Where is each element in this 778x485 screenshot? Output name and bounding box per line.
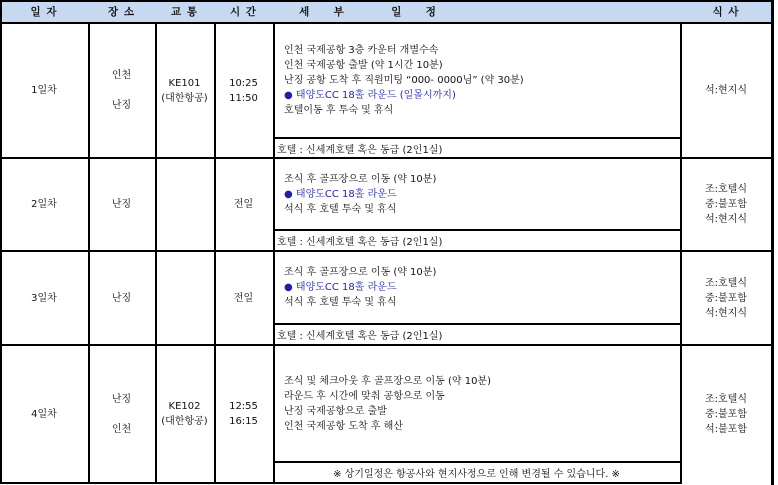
hotel-divider	[273, 229, 680, 231]
col-divider	[214, 22, 216, 484]
day-4-transport	[155, 345, 214, 483]
day-3-hotel: 호텔 : 신세계호텔 혹은 동급 (2인1실)	[277, 331, 443, 342]
schedule-item: 인천 국제공항 도착 후 해산	[284, 420, 403, 432]
day-4-places	[88, 345, 155, 483]
day-2-places	[88, 158, 155, 251]
schedule-item: 라운드 후 시간에 맞춰 공항으로 이동	[284, 390, 445, 402]
col-divider	[155, 22, 157, 484]
golf-round-item: ● 태양도CC 18홀 라운드	[284, 188, 397, 200]
day-1-schedule	[273, 23, 680, 138]
day-3-transport	[155, 251, 214, 345]
hotel-divider	[273, 323, 680, 325]
schedule-item: 석식 후 호텔 투숙 및 휴식	[284, 297, 397, 308]
meal-dinner: 석:불포함	[704, 423, 747, 435]
schedule-item: 난징 국제공항으로 출발	[284, 405, 387, 417]
day-2-hotel: 호텔 : 신세계호텔 혹은 동급 (2인1실)	[277, 237, 443, 248]
day-4-times	[214, 345, 273, 483]
airline: (대한항공)	[161, 92, 208, 104]
meal-lunch: 중:불포함	[704, 408, 747, 420]
meal-dinner: 석:현지식	[704, 214, 747, 225]
meal-lunch: 중:불포함	[704, 199, 747, 210]
day-3-label	[0, 251, 88, 345]
day-3-times	[214, 251, 273, 345]
table-border-bottom	[0, 482, 680, 484]
day-3-schedule	[273, 251, 680, 324]
day-1-hotel: 호텔 : 신세계호텔 혹은 동급 (2인1실)	[277, 144, 443, 156]
schedule-item: 조식 및 체크아웃 후 골프장으로 이동 (약 10분)	[284, 375, 491, 387]
day-2-schedule	[273, 158, 680, 230]
place-to: 난징	[111, 100, 132, 111]
col-divider	[273, 22, 275, 484]
col-divider	[88, 22, 90, 484]
flight-number: KE102	[168, 401, 201, 412]
day-2-meals	[680, 158, 772, 251]
day-1-meals	[680, 23, 772, 158]
day-4-label	[0, 345, 88, 483]
flight-number: KE101	[168, 77, 201, 89]
meal-dinner: 석:현지식	[704, 307, 747, 319]
golf-round-item: ● 태양도CC 18홀 라운드	[284, 282, 397, 293]
row-divider	[0, 157, 772, 159]
day-label: 4일차	[31, 408, 57, 420]
col-divider	[680, 22, 682, 484]
day-1-transport	[155, 23, 214, 158]
day-label: 3일차	[31, 292, 57, 304]
schedule-item: 석식 후 호텔 투숙 및 휴식	[284, 203, 397, 215]
schedule-item: 조식 후 골프장으로 이동 (약 10분)	[284, 173, 437, 185]
place: 난징	[111, 199, 132, 210]
airline: (대한항공)	[161, 416, 208, 427]
header-details: 세 부 일 정	[299, 6, 437, 18]
day-3-meals	[680, 251, 772, 345]
day-1-label	[0, 23, 88, 158]
meal-breakfast: 조:호텔식	[704, 277, 747, 289]
col-divider	[0, 0, 2, 484]
place-from: 난징	[111, 393, 132, 405]
place-to: 인천	[111, 423, 132, 435]
departure-time: 12:55	[229, 401, 258, 412]
departure-time: 10:25	[229, 77, 258, 89]
header-place: 장 소	[108, 6, 135, 18]
time-all-day: 전일	[233, 199, 254, 210]
header-divider	[0, 22, 772, 24]
arrival-time: 11:50	[229, 92, 258, 104]
schedule-item: 인천 국제공항 3층 카운터 개별수속	[284, 45, 439, 56]
row-divider	[0, 344, 772, 346]
day-label: 1일차	[31, 85, 57, 96]
schedule-item: 호텔이동 후 투숙 및 휴식	[284, 105, 394, 116]
table-border-right	[771, 0, 774, 485]
meal-breakfast: 조:호텔식	[704, 393, 747, 405]
day-3-places	[88, 251, 155, 345]
header-time: 시 간	[230, 6, 257, 18]
day-4-schedule	[273, 345, 680, 462]
day-2-label	[0, 158, 88, 251]
header-transport: 교 통	[171, 6, 198, 18]
hotel-divider	[273, 137, 680, 139]
day-2-times	[214, 158, 273, 251]
day-1-places	[88, 23, 155, 158]
arrival-time: 16:15	[229, 416, 258, 427]
table-border-top	[0, 0, 772, 2]
header-day: 일 자	[30, 6, 58, 18]
golf-round-item: ● 태양도CC 18홀 라운드 (일몰시까지)	[284, 90, 456, 101]
place-from: 인천	[111, 70, 132, 81]
meal-dinner: 석:현지식	[704, 85, 747, 96]
schedule-item: 인천 국제공항 출발 (약 1시간 10분)	[284, 60, 443, 71]
header-meals: 식 사	[712, 6, 740, 18]
row-divider	[0, 250, 772, 252]
schedule-item: 난징 공항 도착 후 직원미팅 “000- 0000님” (약 30분)	[284, 75, 524, 86]
day-2-transport	[155, 158, 214, 251]
day-4-meals	[680, 345, 772, 483]
meal-lunch: 중:불포함	[704, 292, 747, 304]
meal-breakfast: 조:호텔식	[704, 184, 747, 195]
change-notice: ※ 상기일정은 항공사와 현지사정으로 인해 변경될 수 있습니다. ※	[333, 469, 620, 480]
schedule-item: 조식 후 골프장으로 이동 (약 10분)	[284, 267, 437, 278]
time-all-day: 전일	[233, 292, 254, 304]
place: 난징	[111, 292, 132, 304]
notice-divider	[273, 461, 680, 463]
day-1-times	[214, 23, 273, 158]
day-label: 2일차	[31, 199, 57, 210]
